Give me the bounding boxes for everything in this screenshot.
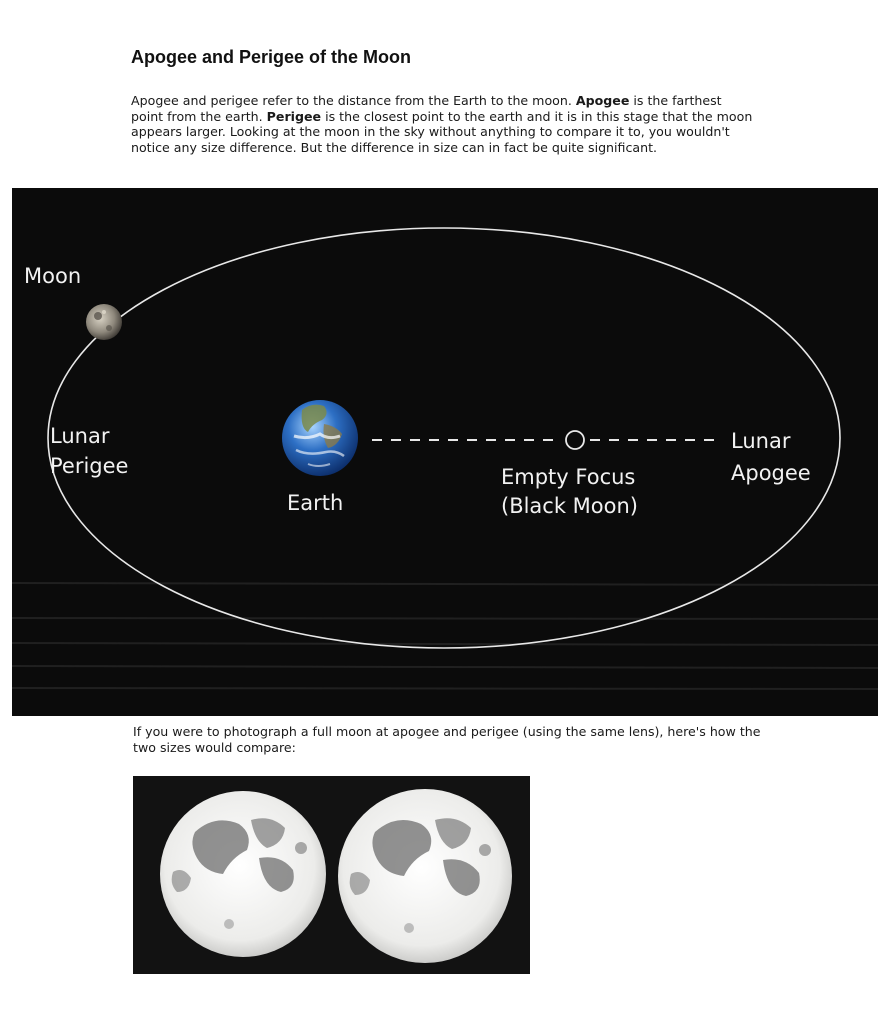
intro-text-1: Apogee and perigee refer to the distance from the Earth to the moon. xyxy=(131,93,576,108)
lunar-apogee-label-line2: Apogee xyxy=(731,461,811,485)
moon-comparison-graphic xyxy=(133,776,530,974)
empty-focus-label-line2: (Black Moon) xyxy=(501,494,639,518)
scan-streaks xyxy=(12,583,878,689)
perigee-term: Perigee xyxy=(266,108,322,124)
empty-focus-label-line1: Empty Focus xyxy=(501,465,636,489)
comparison-caption: If you were to photograph a full moon at apogee and perigee (using the same lens), here's how the two sizes would compare: xyxy=(133,724,761,755)
earth-label: Earth xyxy=(287,491,344,515)
earth-globe xyxy=(282,400,358,476)
moon-label: Moon xyxy=(24,264,82,288)
apogee-term: Apogee xyxy=(575,93,630,108)
moon-body xyxy=(86,304,122,340)
lunar-apogee-label-line1: Lunar xyxy=(731,429,791,453)
lunar-perigee-label-line1: Lunar xyxy=(50,424,110,448)
page-title: Apogee and Perigee of the Moon xyxy=(131,47,412,67)
lunar-perigee-label-line2: Perigee xyxy=(50,454,129,478)
empty-focus-marker xyxy=(566,431,584,449)
moon-size-comparison-photo xyxy=(133,776,530,974)
apogee-full-moon xyxy=(160,791,326,957)
intro-text-3: is the closest point to the earth and it is in this stage that the moon appears larger. Looking at the moon in the sky without anything to compare it to, you wouldn't notice any size difference. But the difference in size can in fact be quite significant. xyxy=(131,108,753,155)
perigee-full-moon xyxy=(338,789,512,963)
orbit-diagram xyxy=(12,188,878,716)
intro-text-2: is the farthest point from the earth. xyxy=(131,93,722,124)
intro-paragraph xyxy=(131,93,756,155)
